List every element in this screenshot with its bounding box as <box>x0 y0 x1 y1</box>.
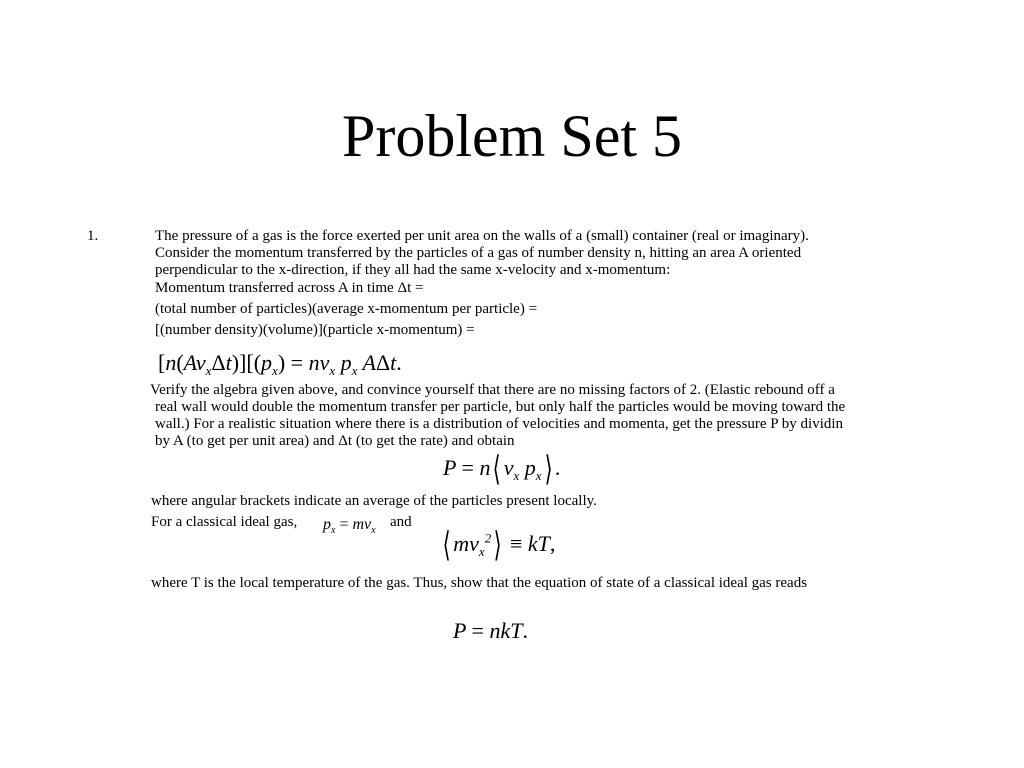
total-particles-line: (total number of particles)(average x-momentum per particle) = <box>155 301 538 317</box>
equation-px: $p_x = mv_x$ <box>323 516 376 536</box>
temperature-text: where T is the local temperature of the gas. Thus, show that the equation of state of a classical ideal gas reads <box>151 575 808 591</box>
verify-line-4: by A (to get per unit area) and Δt (to get the rate) and obtain <box>155 433 515 449</box>
verify-line-2: real wall would double the momentum transfer per particle, but only half the particles would be moving toward the <box>155 399 846 415</box>
momentum-line: Momentum transferred across A in time Δt = <box>155 280 424 296</box>
page-title: Problem Set 5 <box>342 103 682 169</box>
intro-line-2: Consider the momentum transferred by the particles of a gas of number density n, hitting an area A oriented <box>155 245 802 261</box>
equation-equipartition: ⟨ $mv_x^2⟩$ ≡ kT, <box>442 527 556 564</box>
intro-line-3: perpendicular to the x-direction, if they all had the same x-velocity and x-momentum: <box>155 262 671 278</box>
equation-pressure-average: P = n⟨ $v_x$ $p_x⟩$ . <box>443 451 561 488</box>
problem-number: 1. <box>87 228 99 244</box>
equation-momentum: $[n(Av_x\Delta t)][(p_x) = nv_x$ $p_x$ AΔt. <box>158 350 402 378</box>
intro-line-1: The pressure of a gas is the force exerted per unit area on the walls of a (small) container (real or imaginary). <box>155 228 809 244</box>
angular-brackets-text: where angular brackets indicate an average of the particles present locally. <box>151 493 597 509</box>
classical-gas-text: For a classical ideal gas, <box>151 514 298 530</box>
verify-line-3: wall.) For a realistic situation where there is a distribution of velocities and momenta, get the pressure P by dividin <box>155 416 844 432</box>
equation-ideal-gas: P = nkT. <box>453 618 528 643</box>
verify-paragraph <box>150 382 960 450</box>
problem-intro <box>155 228 935 279</box>
number-density-line: [(number density)(volume)](particle x-momentum) = <box>155 322 475 338</box>
and-text: and <box>390 514 412 530</box>
verify-line-1: Verify the algebra given above, and convince yourself that there are no missing factors of 2. (Elastic rebound off a <box>150 382 835 398</box>
